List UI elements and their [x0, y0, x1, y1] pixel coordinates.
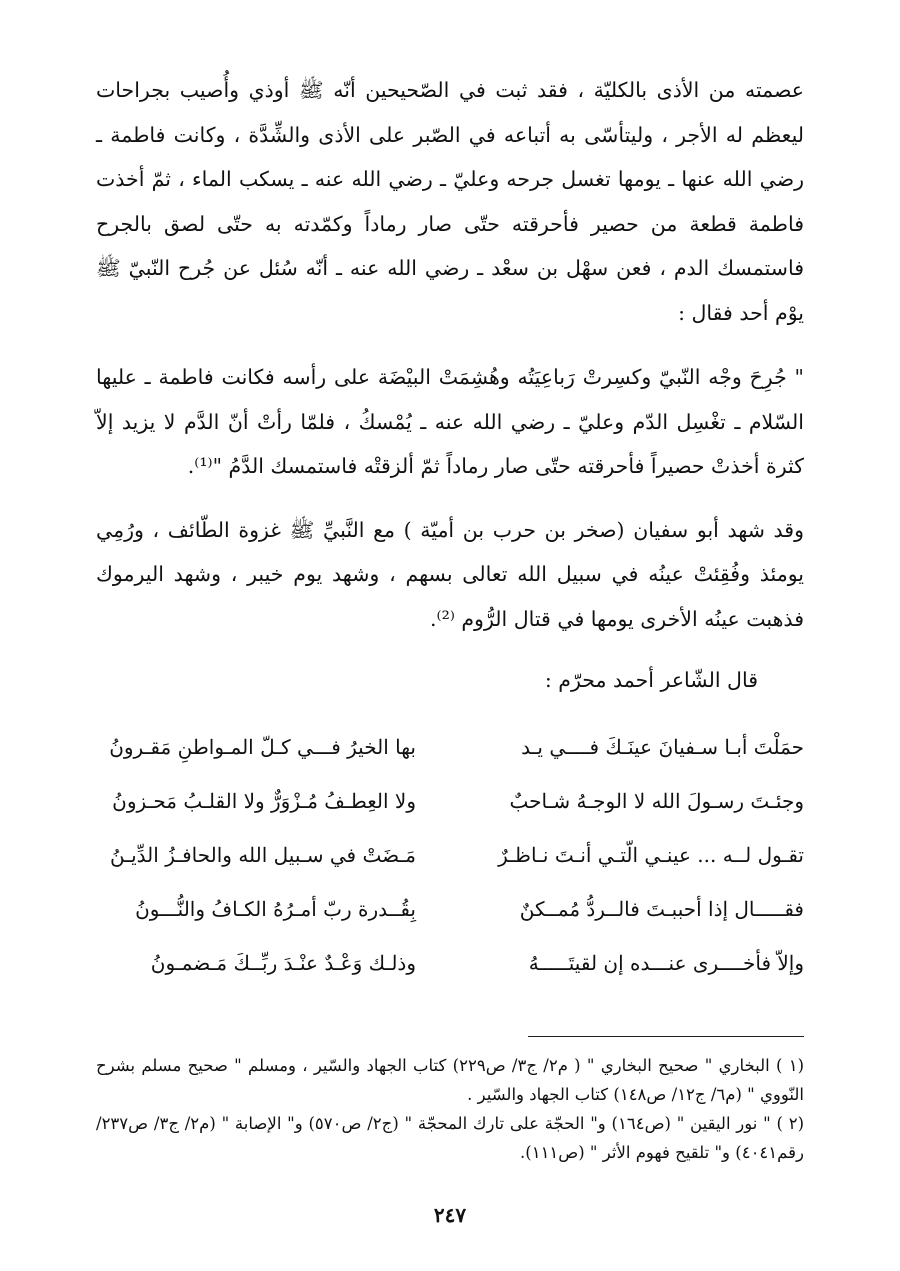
- paragraph-1: عصمته من الأذى بالكليّة ، فقد ثبت في الصّحيحين أنّه ﷺ أوذي وأُصيب بجراحات ليعظم له الأجر ، وليتأسّى به أتباعه في الصّبر على الأذى والشِّدَّة ، وكانت فاطمة ـ رضي الله عنها ـ يومها تغسل جرحه وعليّ ـ رضي الله عنه ـ يسكب الماء ، ثمّ أخذت فاطمة قطعة من حصير فأحرقته حتّى صار رماداً وكمّدته به حتّى لصق بالجرح فاستمسك الدم ، فعن سهْل بن سعْد ـ رضي الله عنه ـ أنّه سُئل عن جُرح النّبيّ ﷺ يوْم أحد فقال :: [96, 78, 804, 325]
- verse-second-hemistich: بِقُــدرة ربّ أمـرُهُ الكـافُ والنُّـــونُ: [135, 897, 416, 921]
- poem-verse: [96, 720, 804, 774]
- poem-verse: [96, 774, 804, 828]
- footnote-1: (١ ) البخاري " صحيح البخاري " ( م٢/ ج٣/ ص٢٢٩) كتاب الجهاد والسّير ، ومسلم " صحيح مسلم بشرح النّووي " (م٦/ ج١٢/ ص١٤٨) كتاب الجهاد والسّير .: [96, 1056, 804, 1104]
- footnote-2: (٢ ) " نور اليقين " (ص١٦٤) و" الحجّة على تارك المحجّة " (ج٢/ ص٥٧٠) و" الإصابة " (م٢/ ج٣/ ص٢٣٧/ رقم٤٠٤١) و" تلقيح فهوم الأثر " (ص١١١).: [96, 1114, 804, 1162]
- verse-first-hemistich: تقـول لــه ... عينـي الّتـي أنـتَ نـاظـرٌ: [498, 843, 804, 867]
- hadith-quote-paragraph: " جُرِحَ وجْه النّبيّ وكسِرتْ رَباعِيَتُه وهُشِمَتْ البيْضَة على رأسه فكانت فاطمة ـ عليها السّلام ـ تغْسِل الدّم وعليّ ـ رضي الله عنه ـ يُمْسكُ ، فلمّا رأتْ أنّ الدَّم لا يزيد إلاّ كثرة أخذتْ حصيراً فأحرقته حتّى صار رماداً ثمّ ألزقتْه فاستمسك الدَّمُ "⁽¹⁾.: [96, 365, 804, 478]
- poem-intro: قال الشّاعر أحمد محرّم :: [544, 668, 758, 692]
- poem-verse: [96, 828, 804, 882]
- verse-second-hemistich: ولا العِطـفُ مُـزْوَرٌّ ولا القلـبُ مَحـزونُ: [112, 789, 416, 813]
- poem: [96, 720, 804, 990]
- verse-second-hemistich: بها الخيرُ فـــي كـلّ المـواطنِ مَقـرونُ: [109, 735, 416, 759]
- verse-second-hemistich: مَـضَتْ في سـبيل الله والحافـزُ الدِّيـنُ: [110, 843, 416, 867]
- poem-verse: [96, 882, 804, 936]
- page-number: ٢٤٧: [433, 1203, 467, 1227]
- page-body: [96, 68, 804, 1271]
- paragraph-3: وقد شهد أبو سفيان (صخر بن حرب بن أميّة ) مع النَّبيِّ ﷺ غزوة الطّائف ، ورُمِي يومئذ وفُقِئتْ عينُه في سبيل الله تعالى بسهم ، وشهد يوم خيبر ، وشهد اليرموك فذهبت عينُه الأخرى يومها في قتال الرُّوم ⁽²⁾.: [96, 517, 804, 631]
- verse-first-hemistich: وجئـتَ رسـولَ الله لا الوجـهُ شـاحبٌ: [509, 789, 804, 813]
- poem-verse: [96, 936, 804, 990]
- verse-first-hemistich: حمَلْتَ أبـا سـفيانَ عينَـكَ فــــي يـد: [521, 735, 804, 759]
- verse-first-hemistich: فقـــــال إذا أحببـتَ فالــردُّ مُمــكنٌ: [519, 897, 804, 921]
- verse-first-hemistich: وإلاّ فأخــــرى عنـــده إن لقيتَـــــهُ: [528, 951, 804, 975]
- footnotes: [96, 1051, 804, 1167]
- verse-second-hemistich: وذلـك وَعْـدٌ عنْـدَ ربِّــكَ مَـضمـونُ: [150, 951, 416, 975]
- footnote-divider: [528, 1036, 804, 1037]
